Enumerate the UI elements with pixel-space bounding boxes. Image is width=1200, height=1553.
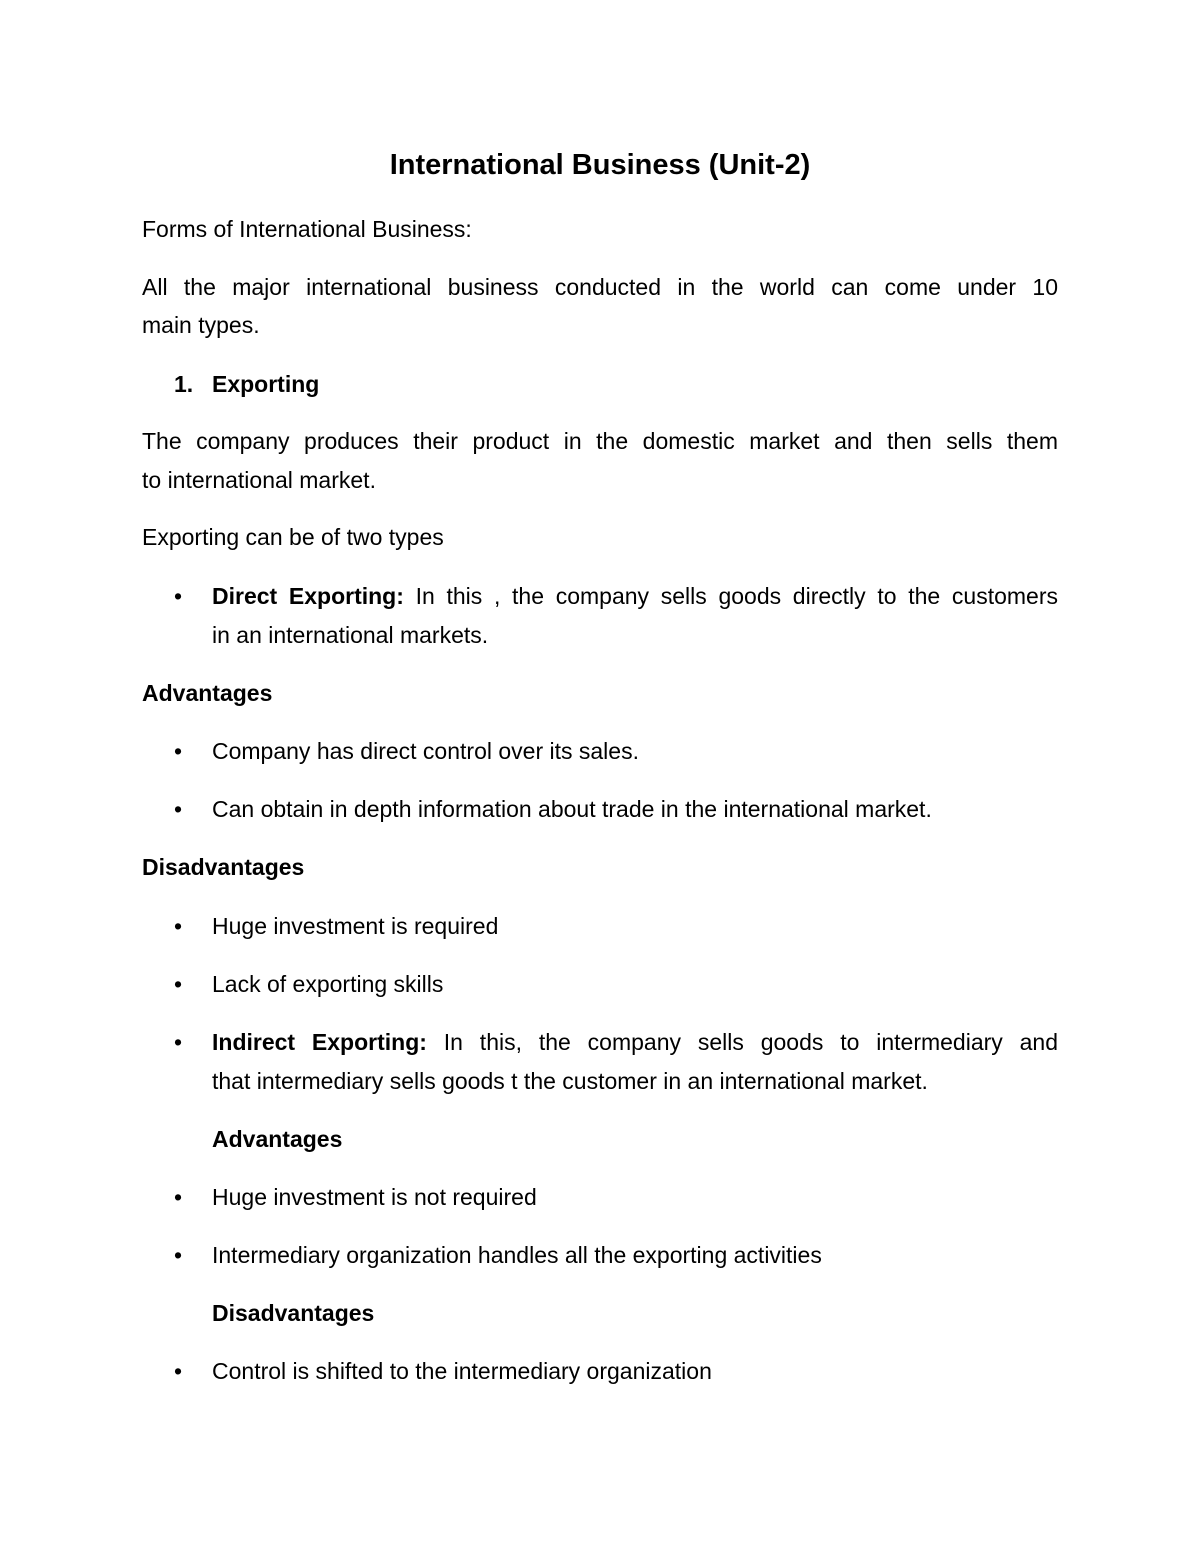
bullet-icon: • [174,1029,183,1055]
exporting-types: Exporting can be of two types [142,524,444,550]
intro-line-2: main types. [142,312,260,338]
bullet-icon: • [174,738,183,764]
exporting-desc-line-2: to international market. [142,467,376,493]
indirect-disadvantages-heading: Disadvantages [212,1300,375,1326]
intro-line-1: All the major international business conducted in the world can come under 10 [142,274,1058,300]
section-heading-exporting: Exporting [212,371,320,397]
exporting-desc-line-1: The company produces their product in the domestic market and then sells them [142,428,1058,454]
indirect-exporting-text: In this, the company sells goods to intermediary and [426,1029,1059,1055]
direct-disadvantages-heading: Disadvantages [142,854,305,880]
list-item: Intermediary organization handles all the exporting activities [212,1242,822,1268]
bullet-icon: • [174,913,183,939]
list-item: Lack of exporting skills [212,971,444,997]
bullet-icon: • [174,971,183,997]
direct-exporting-label: Direct Exporting: [212,583,404,609]
list-item: Control is shifted to the intermediary organization [212,1358,712,1384]
indirect-exporting-label: Indirect Exporting: [212,1029,427,1055]
section-number: 1. [174,371,194,397]
direct-exporting-line-2: in an international markets. [212,622,489,648]
direct-advantages-heading: Advantages [142,680,273,706]
bullet-icon: • [174,1184,183,1210]
list-item: Can obtain in depth information about trade in the international market. [212,796,932,822]
bullet-icon: • [174,796,183,822]
indirect-advantages-heading: Advantages [212,1126,343,1152]
bullet-icon: • [174,583,183,609]
direct-exporting-text: In this , the company sells goods directly to the customers [403,583,1058,609]
bullet-icon: • [174,1242,183,1268]
list-item: Huge investment is required [212,913,499,939]
forms-heading: Forms of International Business: [142,216,472,242]
list-item: Huge investment is not required [212,1184,537,1210]
indirect-exporting-line-1 [212,1023,1058,1062]
bullet-icon: • [174,1358,183,1384]
direct-exporting-line-1 [212,577,1058,616]
page-title: International Business (Unit-2) [389,149,811,181]
indirect-exporting-line-2: that intermediary sells goods t the customer in an international market. [212,1068,928,1094]
list-item: Company has direct control over its sales. [212,738,639,764]
